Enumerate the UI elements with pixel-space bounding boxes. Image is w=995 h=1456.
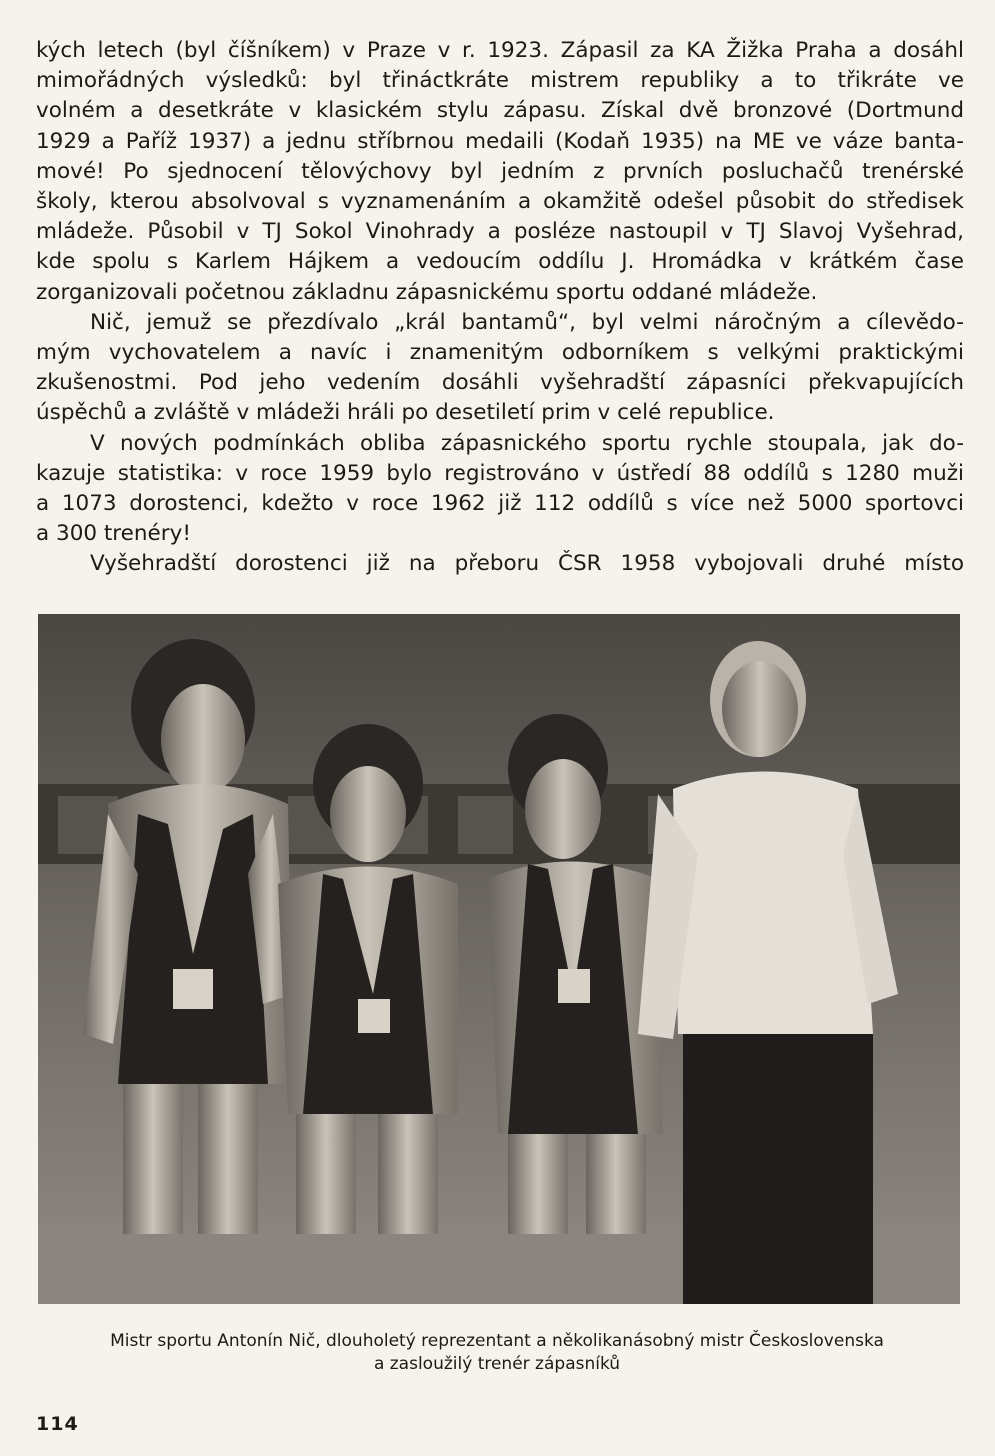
text-line: zorganizovali početnou základnu zápasnickému sportu oddané mládeže. — [36, 279, 818, 305]
text-line: a 300 trenéry! — [36, 521, 191, 547]
wrestlers-photo — [38, 614, 960, 1304]
caption-line: a zasloužilý trenér zápasníků — [373, 1354, 621, 1374]
text-line: mové! Po sjednocení tělovýchovy byl jedním z prvních posluchačů trenérské — [36, 158, 964, 184]
text-line: volném a desetkráte v klasickém stylu zápasu. Získal dvě bronzové (Dortmund — [36, 98, 964, 124]
text-line: mým vychovatelem a navíc i znamenitým odborníkem s velkými praktickými — [36, 340, 964, 366]
text-line: kde spolu s Karlem Hájkem a vedoucím oddílu J. Hromádka v krátkém čase — [36, 249, 964, 275]
text-line: Nič, jemuž se přezdívalo „král bantamů“, byl velmi náročným a cílevědo- — [90, 309, 964, 335]
photo-caption — [22, 1330, 972, 1376]
page-number: 114 — [36, 1413, 79, 1435]
text-line: školy, kterou absolvoval s vyznamenáním a okamžitě odešel působit do středisek — [36, 189, 964, 215]
text-line: úspěchů a zvláště v mládeži hráli po desetiletí prim v celé republice. — [36, 400, 775, 426]
body-text — [36, 36, 964, 580]
text-line: 1929 a Paříž 1937) a jednu stříbrnou medaili (Kodaň 1935) na ME ve váze banta- — [36, 128, 964, 154]
text-line: V nových podmínkách obliba zápasnického sportu rychle stoupala, jak do- — [90, 430, 964, 456]
photo-illustration — [38, 614, 960, 1304]
text-line: kých letech (byl číšníkem) v Praze v r. 1923. Zápasil za KA Žižka Praha a dosáhl — [36, 38, 964, 63]
text-line: mimořádných výsledků: byl třináctkráte mistrem republiky a to třikráte ve — [36, 68, 964, 94]
text-line: kazuje statistika: v roce 1959 bylo registrováno v ústředí 88 oddílů s 1280 muži — [36, 460, 964, 486]
text-line: a 1073 dorostenci, kdežto v roce 1962 již 112 oddílů s více než 5000 sportovci — [36, 491, 964, 517]
caption-line: Mistr sportu Antonín Nič, dlouholetý reprezentant a několikanásobný mistr Československa — [110, 1331, 884, 1351]
text-line: Vyšehradští dorostenci již na přeboru ČSR 1958 vybojovali druhé místo — [90, 551, 964, 577]
text-line: mládeže. Působil v TJ Sokol Vinohrady a posléze nastoupil v TJ Slavoj Vyšehrad, — [36, 219, 964, 245]
text-line: zkušenostmi. Pod jeho vedením dosáhli vyšehradští zápasníci překvapujících — [36, 370, 964, 396]
